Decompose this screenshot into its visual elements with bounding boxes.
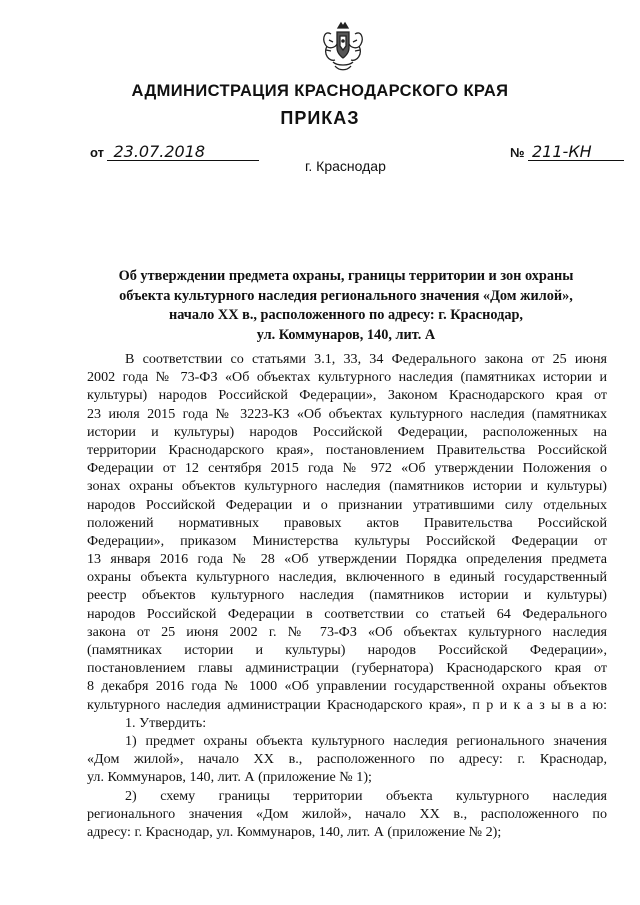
number-field: [510, 143, 624, 162]
body-line: территории Краснодарского края», постановлением Правительства Российской: [87, 441, 607, 458]
date-label: от: [90, 145, 104, 160]
body-line: реестр объектов культурного наследия (памятников истории и культуры): [87, 587, 607, 604]
body-line: В соответствии со статьями 3.1, 33, 34 Федерального закона от 25 июня: [125, 351, 607, 367]
body-line: зонах охраны объектов культурного наследия (памятников истории и культуры): [87, 478, 607, 495]
title-line: ул. Коммунаров, 140, лит. А: [256, 326, 436, 343]
body-line: культурного наследия администрации Краснодарского края», п р и к а з ы в а ю:: [87, 696, 607, 713]
number-value: 211-КН: [528, 143, 624, 161]
body-line: народов Российской Федерации и о признании утратившими силу отдельных: [87, 496, 607, 513]
number-label: №: [510, 145, 525, 160]
body-line: ул. Коммунаров, 140, лит. А (приложение № 1);: [87, 769, 372, 786]
coat-of-arms-icon: [319, 20, 367, 74]
title-line: начало XX в., расположенного по адресу: г. Краснодар,: [168, 307, 523, 323]
body-line: 1. Утвердить:: [125, 714, 207, 731]
document-body: [87, 350, 607, 841]
body-line: народов Российской Федерации в соответствии со статьей 64 Федерального: [87, 605, 607, 622]
body-line: культуры) народов Российской Федерации», Законом Краснодарского края от: [87, 387, 607, 404]
date-field: [90, 143, 259, 162]
body-line: 23 июля 2015 года № 3223-КЗ «Об объектах культурного наследия (памятниках: [87, 405, 607, 422]
body-line: 13 января 2016 года № 28 «Об утверждении Порядка определения предмета: [87, 551, 607, 568]
body-line: истории и культуры) народов Российской Федерации, расположенных на: [87, 423, 607, 440]
date-value: 23.07.2018: [107, 143, 259, 161]
body-line: 2) схему границы территории объекта культурного наследия: [125, 787, 607, 804]
document-title: [90, 267, 602, 345]
body-line: адресу: г. Краснодар, ул. Коммунаров, 140, лит. А (приложение № 2);: [87, 823, 502, 840]
body-line: охраны объекта культурного наследия, включенного в единый государственный: [87, 569, 607, 586]
body-line: Федерации», приказом Министерства культуры Российской Федерации от: [87, 532, 607, 549]
body-line: закона от 25 июня 2002 г. № 73-ФЗ «Об объектах культурного наследия: [87, 623, 607, 640]
body-line: регионального значения «Дом жилой», начало XX в., расположенного по: [87, 805, 607, 822]
city: г. Краснодар: [305, 158, 386, 174]
body-line: «Дом жилой», начало XX в., расположенного по адресу: г. Краснодар,: [87, 751, 607, 768]
body-line: 1) предмет охраны объекта культурного наследия регионального значения: [125, 732, 607, 749]
body-line: Федерации от 12 сентября 2015 года № 972 «Об утверждении Положения о: [87, 460, 607, 477]
body-line: (памятниках истории и культуры) народов Российской Федерации»,: [87, 642, 607, 658]
body-line: 8 декабря 2016 года № 1000 «Об управлении государственной охраны объектов: [87, 678, 607, 695]
title-line: Об утверждении предмета охраны, границы территории и зон охраны: [118, 268, 574, 284]
body-line: 2002 года № 73-ФЗ «Об объектах культурного наследия (памятниках истории и: [87, 369, 607, 386]
title-line: объекта культурного наследия регионального значения «Дом жилой»,: [119, 287, 573, 304]
organization-name: АДМИНИСТРАЦИЯ КРАСНОДАРСКОГО КРАЯ: [131, 82, 509, 100]
body-line: постановлением главы администрации (губернатора) Краснодарского края от: [87, 660, 607, 677]
document-type: ПРИКАЗ: [280, 108, 360, 128]
body-line: положений нормативных правовых актов Правительства Российской: [87, 514, 607, 531]
